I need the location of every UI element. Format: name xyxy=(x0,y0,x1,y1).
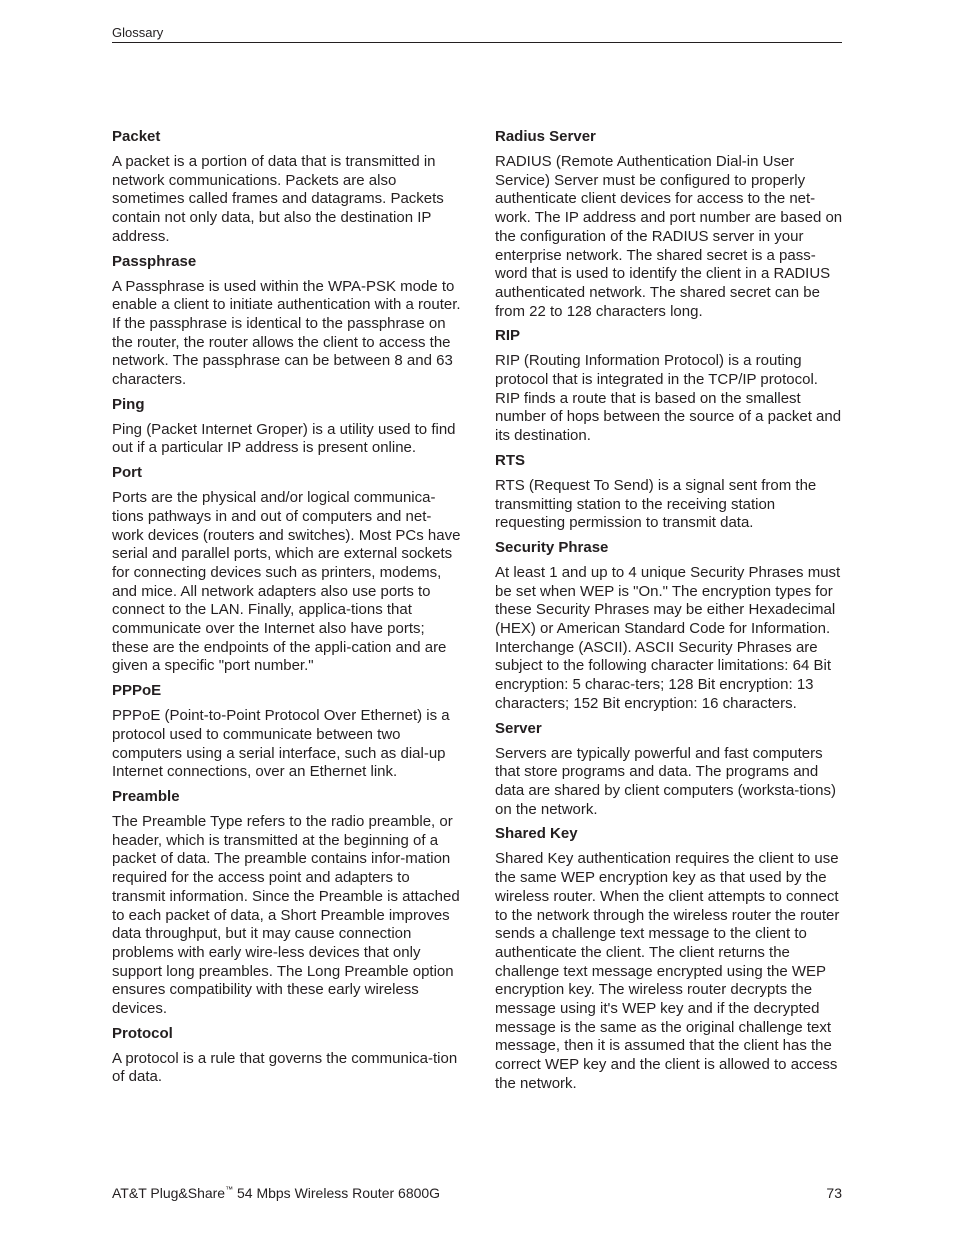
glossary-definition: Servers are typically powerful and fast computers that store programs and data. The programs and data are shared by client computers (worksta-tions) on the network. xyxy=(495,744,836,818)
glossary-entry-security-phrase xyxy=(495,539,845,714)
glossary-entry-rts xyxy=(495,452,845,533)
glossary-term: PPPoE xyxy=(112,682,162,700)
glossary-definition: RTS (Request To Send) is a signal sent from the transmitting station to the receiving station requesting permission to transmit data. xyxy=(495,476,817,532)
glossary-definition: A packet is a portion of data that is transmitted in network communications. Packets are also sometimes called frames and datagrams. Packets contain not only data, but also the destination IP address. xyxy=(112,153,444,245)
right-column xyxy=(495,125,845,1100)
glossary-entry-preamble xyxy=(112,788,462,1019)
glossary-term: Preamble xyxy=(112,787,180,805)
glossary-definition: Ports are the physical and/or logical communica-tions pathways in and out of computers and net-work devices (routers and switches). Most PCs have serial and parallel ports, which are external sockets for connecting devices such as printers, modems, and mice. All network adapters also use ports to connect to the LAN. Finally, applica-tions that communicate over the Internet also have ports; these are the endpoints of the appli-cation and are given a specific "port number." xyxy=(112,489,461,675)
glossary-term: Security Phrase xyxy=(495,538,609,556)
glossary-definition: Ping (Packet Internet Groper) is a utility used to find out if a particular IP address is present online. xyxy=(112,420,456,457)
section-title: Glossary xyxy=(112,25,164,40)
glossary-entry-port xyxy=(112,464,462,676)
glossary-term: RIP xyxy=(495,327,521,345)
glossary-entry-shared-key xyxy=(495,825,845,1093)
glossary-term: Packet xyxy=(112,128,161,145)
page-number: 73 xyxy=(826,1185,842,1201)
glossary-entry-ping xyxy=(112,396,462,458)
glossary-definition: Shared Key authentication requires the client to use the same WEP encryption key as that used by the wireless router. When the client attempts to connect to the network through the wireless router the router sends a challenge text message to the client to authenticate the client. The client returns the challenge text message encrypted using the WEP encryption key. The wireless router decrypts the message using it's WEP key and if the decrypted message is the same as the original challenge text message, then it is assumed that the client has the correct WEP key and the client is allowed to access the network. xyxy=(495,850,840,1092)
glossary-definition: At least 1 and up to 4 unique Security Phrases must be set when WEP is "On." The encryption types for these Security Phrases may be either Hexadecimal (HEX) or American Standard Code for Information. Interchange (ASCII). ASCII Security Phrases are subject to the following character limitations: 64 Bit encryption: 5 charac-ters; 128 Bit encryption: 13 characters; 152 Bit encryption: 16 characters. xyxy=(495,563,841,712)
glossary-entry-passphrase xyxy=(112,253,462,390)
glossary-definition: PPPoE (Point-to-Point Protocol Over Ethernet) is a protocol used to communicate between two computers using a serial interface, such as dial-up Internet connections, over an Ethernet link. xyxy=(112,707,450,781)
glossary-entry-radius-server xyxy=(495,128,845,321)
glossary-entry-packet xyxy=(112,128,462,247)
glossary-definition: The Preamble Type refers to the radio preamble, or header, which is transmitted at the beginning of a packet of data. The preamble contains infor-mation required for the access point and adapters to transmit information. Since the Preamble is attached to each packet of data, a Short Preamble improves data throughput, but it may cause connection problems with early wire-less devices that only support long preambles. The Long Preamble option ensures compatibility with these early wireless devices. xyxy=(112,812,460,1018)
left-column xyxy=(112,125,462,1093)
product-name xyxy=(112,1184,440,1202)
header-divider xyxy=(112,42,842,43)
glossary-term: Protocol xyxy=(112,1024,173,1042)
glossary-definition: RIP (Routing Information Protocol) is a routing protocol that is integrated in the TCP/IP protocol. RIP finds a route that is based on the smallest number of hops between the source of a packet and its destination. xyxy=(495,352,842,445)
glossary-definition: A protocol is a rule that governs the communica-tion of data. xyxy=(112,1049,458,1086)
glossary-term: Ping xyxy=(112,395,145,413)
glossary-term: Radius Server xyxy=(495,128,596,145)
glossary-entry-protocol xyxy=(112,1025,462,1087)
glossary-definition: RADIUS (Remote Authentication Dial-in User Service) Server must be configured to properly authenticate client devices for access to the net-work. The IP address and port number are based on the configuration of the RADIUS server in your enterprise network. The shared secret is a pass-word that is used to identify the client in a RADIUS authenticated network. The shared secret can be from 22 to 128 characters long. xyxy=(495,153,843,320)
glossary-entry-pppoe xyxy=(112,682,462,782)
glossary-definition: A Passphrase is used within the WPA-PSK mode to enable a client to initiate authentication with a router. If the passphrase is identical to the passphrase on the router, the router allows the client to access the network. The passphrase can be between 8 and 63 characters. xyxy=(112,277,461,389)
glossary-term: Server xyxy=(495,719,542,737)
product-name-prefix: AT&T Plug&Share xyxy=(112,1185,226,1201)
glossary-term: Passphrase xyxy=(112,252,197,270)
product-name-suffix: 54 Mbps Wireless Router 6800G xyxy=(233,1185,441,1201)
glossary-term: RTS xyxy=(495,451,525,469)
glossary-entry-rip xyxy=(495,327,845,446)
glossary-entry-server xyxy=(495,720,845,820)
glossary-term: Port xyxy=(112,464,142,482)
trademark-symbol: ™ xyxy=(225,1185,234,1194)
glossary-term: Shared Key xyxy=(495,825,578,843)
